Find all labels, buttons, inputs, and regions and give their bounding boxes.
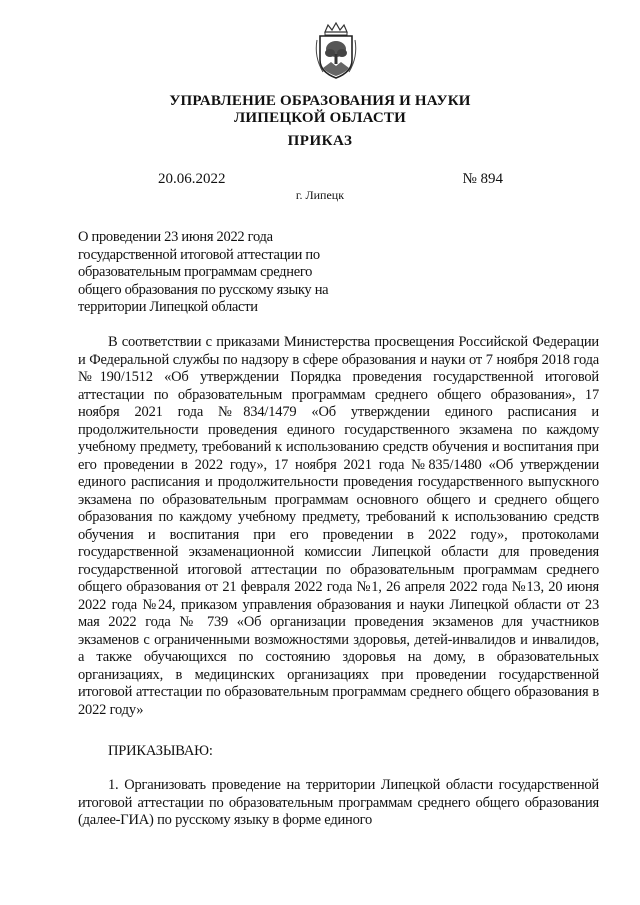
organization-name-line2: ЛИПЕЦКОЙ ОБЛАСТИ xyxy=(234,110,406,126)
subject-line: государственной итоговой аттестации по xyxy=(78,246,320,263)
order-date: 20.06.2022 xyxy=(158,171,226,187)
document-type-title: ПРИКАЗ xyxy=(287,133,353,149)
subject-line: территории Липецкой области xyxy=(78,299,258,316)
subject-line: О проведении 23 июня 2022 года xyxy=(78,229,273,245)
order-directive-heading: ПРИКАЗЫВАЮ: xyxy=(108,743,213,759)
preamble-paragraph: В соответствии с приказами Министерства просвещения Российской Федерации и Федеральной службы по надзору в сфере образования и науки от 7 ноября 2018 года №190/1512 «Об утверждении Порядка проведения государственной итоговой аттестации по образовательным программам среднего общего образования», 17 ноября 2021 года №834/1479 «Об утверждении единого расписания и продолжительности проведения единого государственного экзамена по каждому учебному предмету, требований к использованию средств обучения и воспитания при его проведении в 2022 году», 17 ноября 2021 года №835/1480 «Об утверждении единого расписания и продолжительности проведения государственного выпускного экзамена по образовательным программам основного общего и среднего общего образования по каждому учебному предмету, требований к использованию средств обучения и воспитания при его проведении в 2022 году», протоколами государственной экзаменационной комиссии Липецкой области для проведения государственной итоговой аттестации по образовательным программам среднего общего образования от 21 февраля 2022 года №1, 26 апреля 2022 года №13, 20 июня 2022 года №24, приказом управления образования и науки Липецкой области от 23 мая 2022 года № 739 «Об организации проведения экзаменов для участников экзаменов с ограниченными возможностями здоровья, детей-инвалидов и инвалидов, а также обучающихся по состоянию здоровья на дому, в образовательных организациях, в медицинских организациях при проведении государственной итоговой аттестации по образовательным программам среднего общего образования в 2022 году» xyxy=(78,334,599,718)
order-city: г. Липецк xyxy=(295,188,345,202)
subject-line: образовательным программам среднего xyxy=(78,264,313,281)
order-item-1: 1. Организовать проведение на территории Липецкой области государственной итоговой аттестации по образовательным программам среднего общего образования (далее-ГИА) по русскому языку в форме единого xyxy=(78,777,599,828)
lipetsk-region-coat-of-arms-icon xyxy=(311,22,361,80)
order-subject xyxy=(78,229,368,317)
organization-name-line1: УПРАВЛЕНИЕ ОБРАЗОВАНИЯ И НАУКИ xyxy=(169,93,471,109)
order-number: № 894 xyxy=(462,171,503,187)
subject-line: общего образования по русскому языку на xyxy=(78,281,329,298)
